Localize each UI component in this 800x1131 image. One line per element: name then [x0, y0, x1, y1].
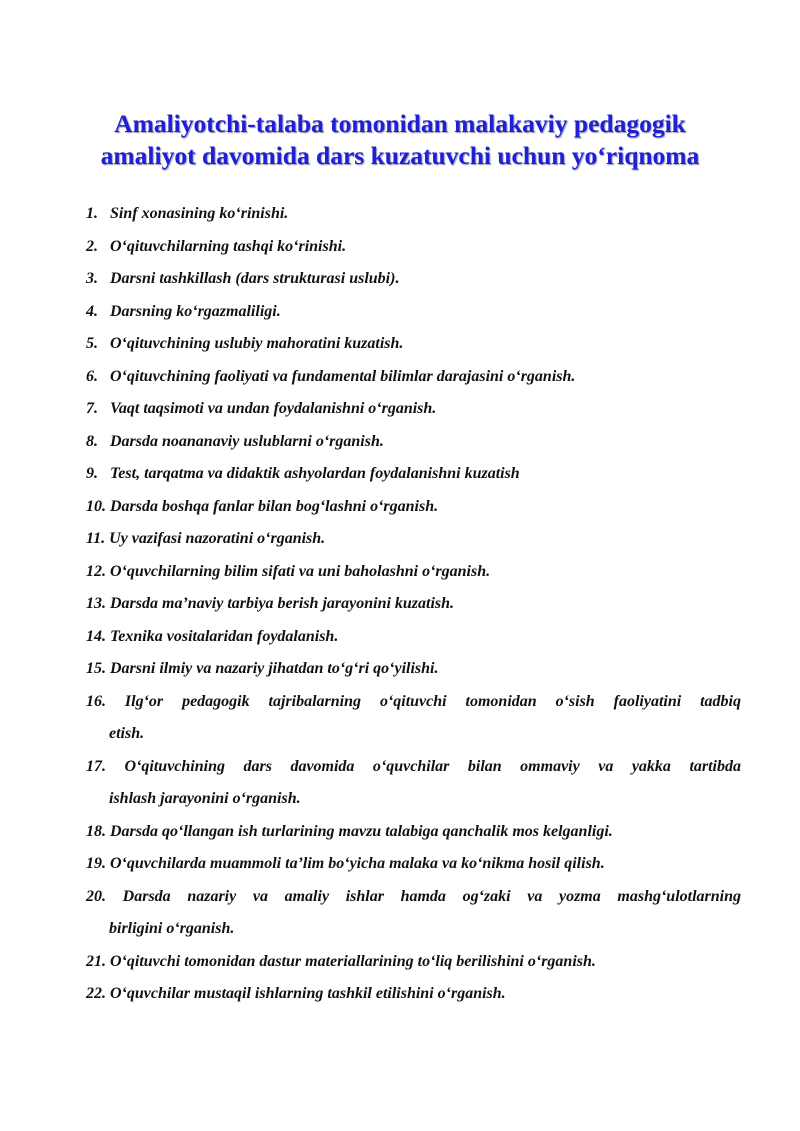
item-text: O‘qituvchining uslubiy mahoratini kuzatish.	[110, 335, 404, 352]
list-item	[86, 458, 741, 491]
item-text: Ilg‘or pedagogik tajribalarning o‘qituvchi tomonidan o‘sish faoliyatini tadbiq	[124, 692, 741, 710]
item-number: 2.	[86, 237, 98, 255]
item-text: Uy vazifasi nazoratini o‘rganish.	[109, 530, 326, 547]
item-number: 3.	[86, 270, 98, 287]
item-number: 8.	[86, 432, 98, 450]
item-line-1	[86, 686, 741, 719]
list-item	[86, 848, 741, 881]
item-number: 22.	[86, 985, 106, 1002]
item-text: Darsning ko‘rgazmaliligi.	[110, 302, 281, 320]
item-number: 11.	[86, 530, 106, 547]
item-text: Darsda ma’naviy tarbiya berish jarayonini kuzatish.	[110, 595, 455, 612]
item-number: 21.	[86, 952, 106, 970]
item-number: 14.	[86, 627, 106, 645]
item-number: 20.	[86, 887, 106, 905]
item-number: 15.	[86, 660, 106, 677]
item-text: O‘qituvchilarning tashqi ko‘rinishi.	[110, 237, 347, 255]
list-item	[86, 263, 741, 296]
list-item	[86, 198, 741, 231]
item-line-2: birligini o‘rganish.	[109, 920, 235, 937]
item-text: Vaqt taqsimoti va undan foydalanishni o‘rganish.	[110, 400, 437, 417]
instruction-list	[86, 198, 741, 1011]
list-item	[86, 296, 741, 329]
list-item	[86, 361, 741, 394]
item-line-1	[86, 751, 741, 784]
item-text: Darsda boshqa fanlar bilan bog‘lashni o‘rganish.	[110, 497, 439, 515]
item-number: 7.	[86, 400, 98, 417]
item-number: 12.	[86, 562, 106, 580]
list-item	[86, 231, 741, 264]
item-text: O‘qituvchi tomonidan dastur materiallarining to‘liq berilishini o‘rganish.	[110, 952, 596, 970]
item-text: Darsda noananaviy uslublarni o‘rganish.	[110, 432, 384, 450]
item-number: 5.	[86, 335, 98, 352]
item-text: Test, tarqatma va didaktik ashyolardan foydalanishni kuzatish	[110, 465, 520, 482]
item-text: O‘quvchilarda muammoli ta’lim bo‘yicha malaka va ko‘nikma hosil qilish.	[110, 855, 605, 872]
item-number: 17.	[86, 757, 106, 775]
item-text: O‘qituvchining faoliyati va fundamental bilimlar darajasini o‘rganish.	[110, 367, 576, 385]
item-number: 18.	[86, 822, 106, 840]
item-line-1	[86, 881, 741, 914]
item-number: 1.	[86, 205, 98, 222]
list-item	[86, 751, 741, 816]
list-item	[86, 393, 741, 426]
item-text: Texnika vositalaridan foydalanish.	[110, 627, 339, 645]
item-text: O‘qituvchining dars davomida o‘quvchilar bilan ommaviy va yakka tartibda	[124, 757, 742, 775]
list-item	[86, 588, 741, 621]
list-item	[86, 523, 741, 556]
item-line-2: ishlash jarayonini o‘rganish.	[109, 790, 301, 807]
item-number: 6.	[86, 367, 98, 385]
item-text: Darsda qo‘llangan ish turlarining mavzu talabiga qanchalik mos kelganligi.	[110, 822, 613, 840]
item-line-2: etish.	[109, 725, 145, 742]
item-text: Sinf xonasining ko‘rinishi.	[110, 205, 289, 222]
item-text: Darsda nazariy va amaliy ishlar hamda og‘zaki va yozma mashg‘ulotlarning	[122, 887, 741, 905]
page-title	[60, 108, 740, 172]
list-item	[86, 328, 741, 361]
title-line-2: amaliyot davomida dars kuzatuvchi uchun yo‘riqnoma	[100, 141, 700, 170]
item-text: Darsni ilmiy va nazariy jihatdan to‘g‘ri qo‘yilishi.	[110, 660, 439, 677]
list-item	[86, 686, 741, 751]
list-item	[86, 491, 741, 524]
item-number: 9.	[86, 465, 98, 482]
list-item	[86, 816, 741, 849]
item-number: 4.	[86, 302, 98, 320]
list-item	[86, 653, 741, 686]
list-item	[86, 946, 741, 979]
list-item	[86, 881, 741, 946]
list-item	[86, 621, 741, 654]
list-item	[86, 556, 741, 589]
item-number: 19.	[86, 855, 106, 872]
item-number: 13.	[86, 595, 106, 612]
item-text: O‘quvchilar mustaqil ishlarning tashkil etilishini o‘rganish.	[110, 985, 506, 1002]
list-item	[86, 978, 741, 1011]
item-number: 10.	[86, 497, 106, 515]
item-text: Darsni tashkillash (dars strukturasi uslubi).	[110, 270, 400, 287]
list-item	[86, 426, 741, 459]
title-line-1: Amaliyotchi-talaba tomonidan malakaviy pedagogik	[114, 109, 686, 138]
item-number: 16.	[86, 692, 106, 710]
item-text: O‘quvchilarning bilim sifati va uni baholashni o‘rganish.	[110, 562, 491, 580]
